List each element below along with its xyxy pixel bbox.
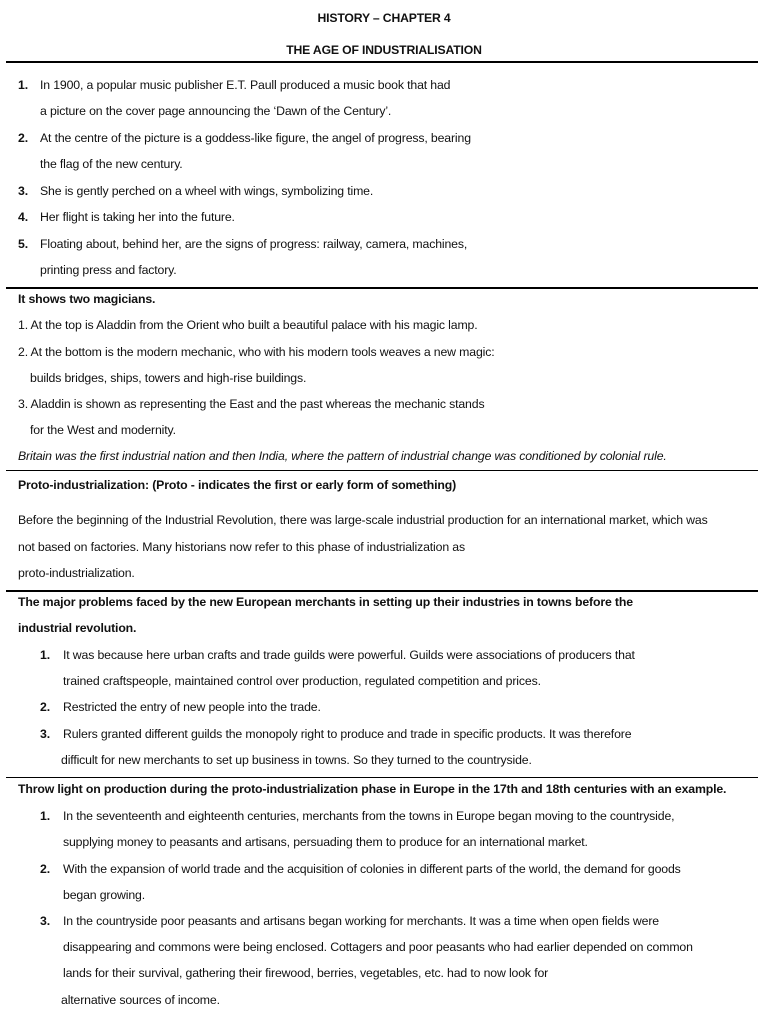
problems-item-text: difficult for new merchants to set up business in towns. So they turned to the countryside. xyxy=(61,753,532,767)
section-divider xyxy=(6,287,758,289)
section-divider xyxy=(6,777,758,778)
proto-paragraph-line: proto-industrialization. xyxy=(18,566,135,580)
subject-title: HISTORY – CHAPTER 4 xyxy=(317,11,451,25)
intro-item-number: 3. xyxy=(18,184,28,198)
intro-item-number: 4. xyxy=(18,210,28,224)
production-item-number: 2. xyxy=(40,862,50,876)
problems-item-number: 3. xyxy=(40,727,50,741)
industrial-nation-note: Britain was the first industrial nation and then India, where the pattern of industrial change was conditioned by colonial rule. xyxy=(18,449,667,463)
production-item-text: In the countryside poor peasants and artisans began working for merchants. It was a time when open fields were xyxy=(63,914,659,928)
production-item-number: 1. xyxy=(40,809,50,823)
proto-heading: Proto-industrialization: (Proto - indicates the first or early form of something) xyxy=(18,478,457,492)
production-item-text: disappearing and commons were being enclosed. Cottagers and poor peasants who had earlier depended on common xyxy=(63,940,693,954)
magicians-line: 3. Aladdin is shown as representing the East and the past whereas the mechanic stands xyxy=(18,397,485,411)
production-item-number: 3. xyxy=(40,914,50,928)
production-item-text: supplying money to peasants and artisans, persuading them to produce for an international market. xyxy=(63,835,588,849)
problems-item-number: 2. xyxy=(40,700,50,714)
intro-item-text: Floating about, behind her, are the signs of progress: railway, camera, machines, xyxy=(40,237,468,251)
problems-heading: The major problems faced by the new European merchants in setting up their industries in towns before the xyxy=(18,595,633,609)
intro-item-number: 5. xyxy=(18,237,28,251)
magicians-line: 1. At the top is Aladdin from the Orient who built a beautiful palace with his magic lamp. xyxy=(18,318,478,332)
header-divider xyxy=(6,61,758,63)
problems-item-text: trained craftspeople, maintained control over production, regulated competition and prices. xyxy=(63,674,541,688)
problems-item-text: It was because here urban crafts and trade guilds were powerful. Guilds were associations of producers that xyxy=(63,648,635,662)
intro-item-number: 2. xyxy=(18,131,28,145)
problems-item-text: Rulers granted different guilds the monopoly right to produce and trade in specific products. It was therefore xyxy=(63,727,632,741)
magicians-line: 2. At the bottom is the modern mechanic, who with his modern tools weaves a new magic: xyxy=(18,345,495,359)
chapter-title: THE AGE OF INDUSTRIALISATION xyxy=(286,43,482,57)
magicians-line: for the West and modernity. xyxy=(30,423,176,437)
production-item-text: With the expansion of world trade and the acquisition of colonies in different parts of the world, the demand for goods xyxy=(63,862,681,876)
magicians-heading: It shows two magicians. xyxy=(18,292,156,306)
problems-heading: industrial revolution. xyxy=(18,621,137,635)
intro-item-text: At the centre of the picture is a goddess-like figure, the angel of progress, bearing xyxy=(40,131,471,145)
proto-paragraph-line: Before the beginning of the Industrial Revolution, there was large-scale industrial production for an international market, which was xyxy=(18,513,708,527)
production-item-text: alternative sources of income. xyxy=(61,993,220,1007)
intro-item-text: Her flight is taking her into the future. xyxy=(40,210,235,224)
problems-item-text: Restricted the entry of new people into the trade. xyxy=(63,700,321,714)
section-divider xyxy=(6,470,758,471)
intro-item-text: printing press and factory. xyxy=(40,263,177,277)
production-item-text: lands for their survival, gathering their firewood, berries, vegetables, etc. had to now look for xyxy=(63,966,549,980)
magicians-line: builds bridges, ships, towers and high-rise buildings. xyxy=(30,371,307,385)
intro-item-number: 1. xyxy=(18,78,28,92)
production-heading: Throw light on production during the proto-industrialization phase in Europe in the 17th and 18th centuries with an example. xyxy=(18,782,727,796)
production-item-text: In the seventeenth and eighteenth centuries, merchants from the towns in Europe began moving to the countryside, xyxy=(63,809,675,823)
intro-item-text: She is gently perched on a wheel with wings, symbolizing time. xyxy=(40,184,374,198)
intro-item-text: a picture on the cover page announcing the ‘Dawn of the Century’. xyxy=(40,104,392,118)
proto-paragraph-line: not based on factories. Many historians now refer to this phase of industrialization as xyxy=(18,540,465,554)
production-item-text: began growing. xyxy=(63,888,145,902)
section-divider xyxy=(6,590,758,592)
intro-item-text: In 1900, a popular music publisher E.T. Paull produced a music book that had xyxy=(40,78,451,92)
problems-item-number: 1. xyxy=(40,648,50,662)
intro-item-text: the flag of the new century. xyxy=(40,157,183,171)
